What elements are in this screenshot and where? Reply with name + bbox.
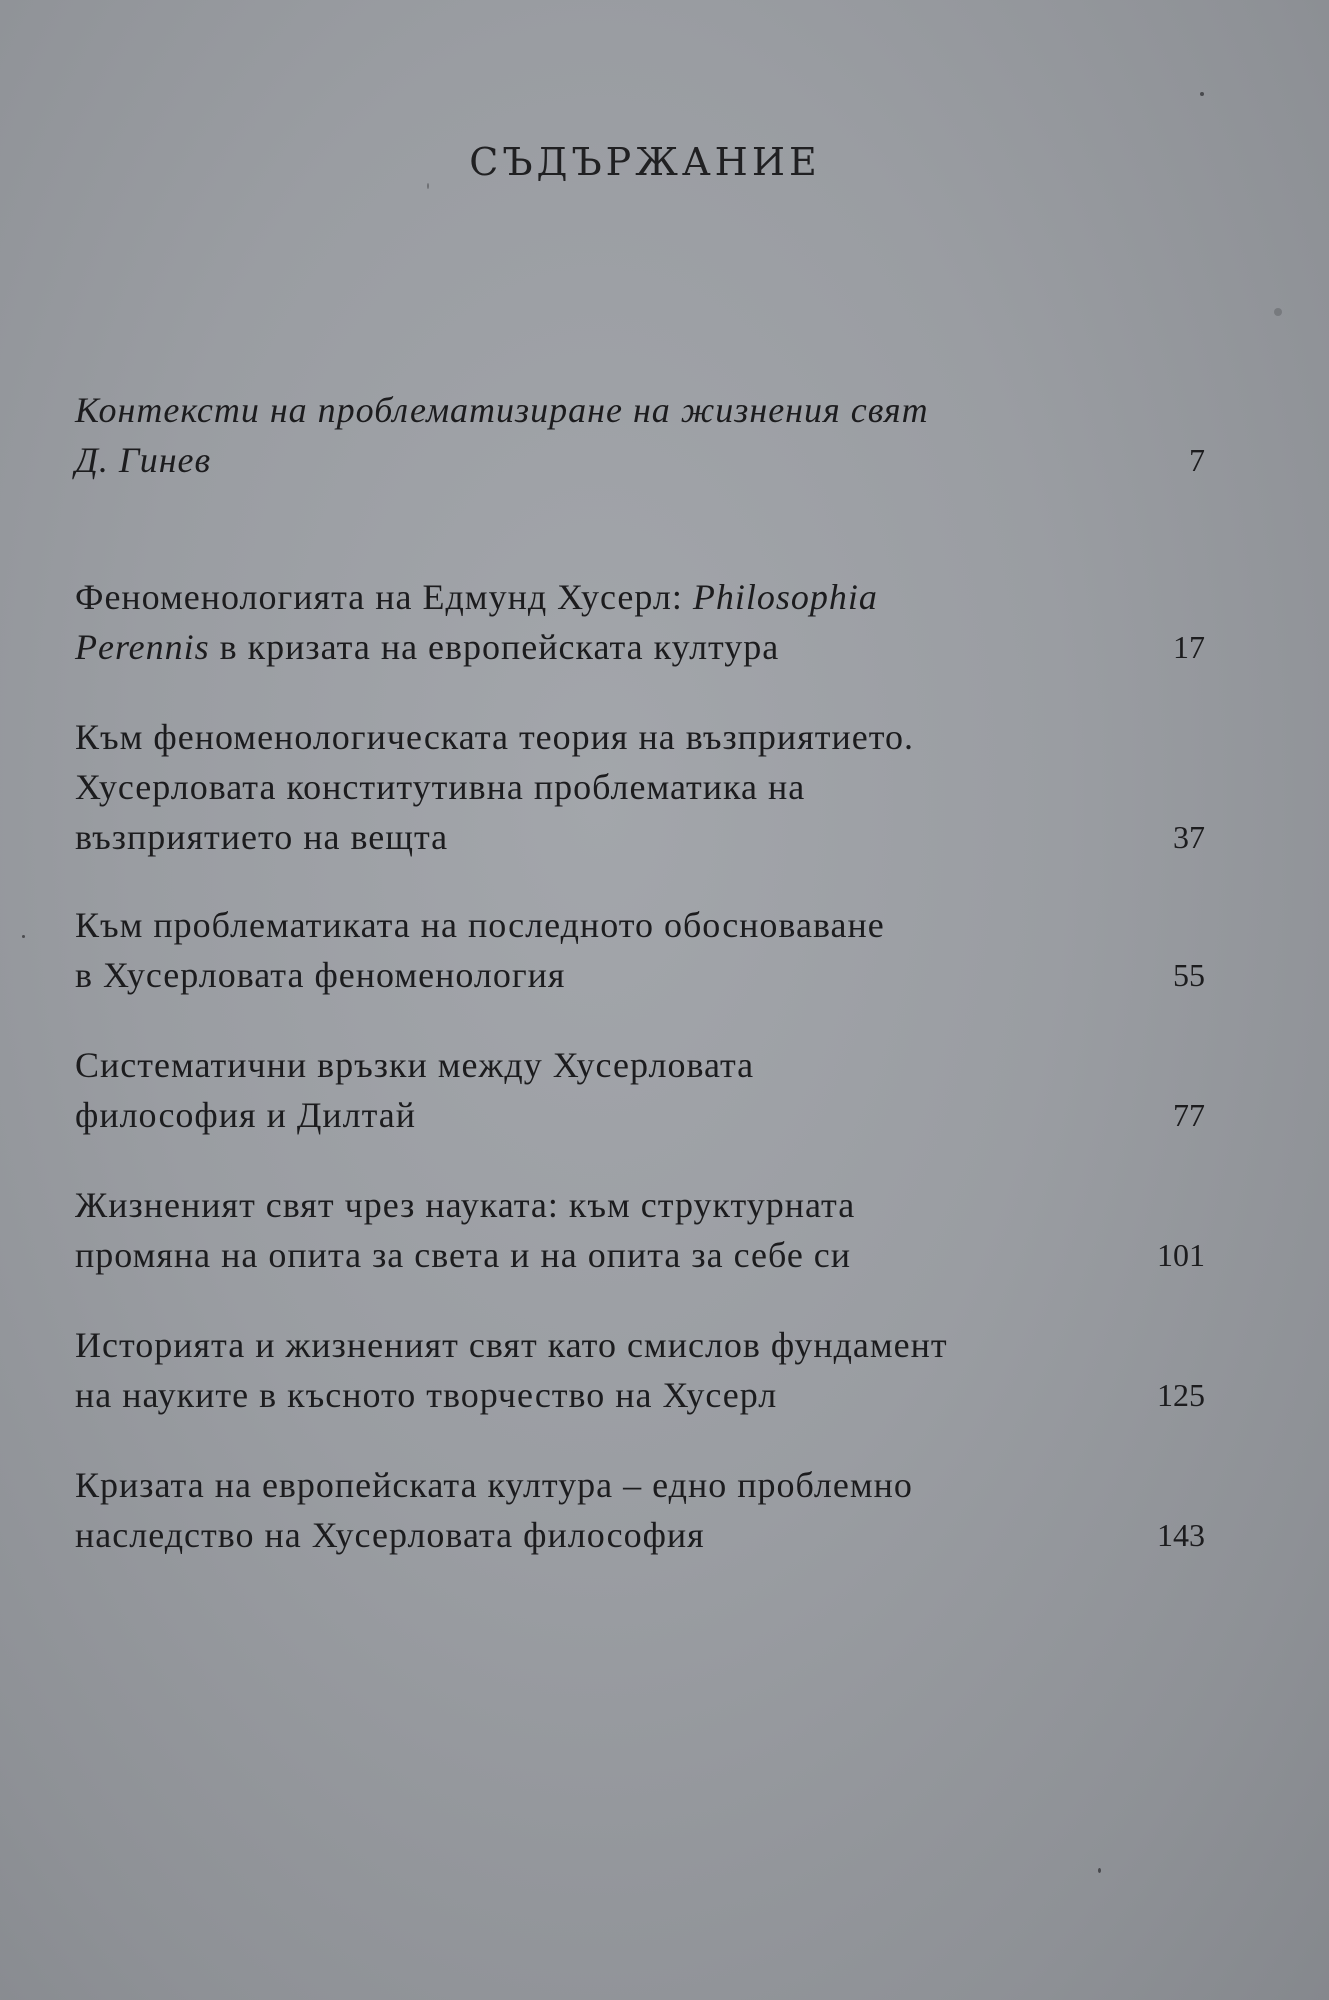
toc-entry[interactable]	[75, 900, 1205, 1000]
toc-entry-title-line: Историята и жизненият свят като смислов фундамент	[75, 1325, 948, 1365]
toc-entry-title-line: Хусерловата конститутивна проблематика на	[75, 767, 806, 807]
paper-speck	[1274, 308, 1282, 316]
title-text: в кризата на европейската култура	[209, 627, 780, 667]
toc-entry-title-line: промяна на опита за света и на опита за себе си	[75, 1235, 852, 1275]
title-italic-text: Perennis	[75, 627, 210, 667]
toc-entry-title-line	[75, 572, 1205, 622]
toc-entry-title-line: философия и Дилтай	[75, 1095, 417, 1135]
paper-speck	[1200, 92, 1204, 96]
toc-entry[interactable]	[75, 385, 1205, 485]
toc-page-number: 77	[1173, 1097, 1205, 1133]
toc-page-number: 143	[1157, 1517, 1205, 1553]
toc-entry-title-line: Кризата на европейската култура – едно проблемно	[75, 1465, 913, 1505]
toc-page-number: 125	[1157, 1377, 1205, 1413]
toc-page-number: 17	[1173, 629, 1205, 665]
toc-entry-title-line: Към феноменологическата теория на възприятието.	[75, 717, 914, 757]
toc-entry-title-line: Жизненият свят чрез науката: към структурната	[75, 1185, 856, 1225]
toc-entry-title-line: Систематични връзки между Хусерловата	[75, 1045, 755, 1085]
toc-entry-title-line	[75, 622, 1205, 672]
toc-page-number: 55	[1173, 957, 1205, 993]
toc-entry[interactable]	[75, 1040, 1205, 1140]
toc-entry[interactable]	[75, 1460, 1205, 1560]
toc-page-number: 7	[1189, 442, 1205, 478]
toc-page-number: 101	[1157, 1237, 1205, 1273]
toc-entry-title-line: наследство на Хусерловата философия	[75, 1515, 705, 1555]
toc-entry-title-line: Към проблематиката на последното обосноваване	[75, 905, 885, 945]
toc-entry[interactable]	[75, 572, 1205, 672]
toc-page-number: 37	[1173, 819, 1205, 855]
title-text: Феноменологията на Едмунд Хусерл:	[75, 577, 693, 617]
paper-speck	[427, 183, 429, 189]
toc-entry[interactable]	[75, 712, 1205, 862]
title-italic-text: Philosophia	[692, 577, 878, 617]
toc-entry-title-line: Контексти на проблематизиране на жизнения свят	[75, 390, 929, 430]
toc-entry-title-line: в Хусерловата феноменология	[75, 955, 566, 995]
page-title: СЪДЪРЖАНИЕ	[469, 140, 821, 184]
toc-entry[interactable]	[75, 1320, 1205, 1420]
toc-entry-title-line: възприятието на вещта	[75, 817, 449, 857]
toc-entry-author-line: Д. Гинев	[75, 440, 212, 480]
paper-speck	[22, 935, 25, 938]
toc-entry-title-line: на науките в късното творчество на Хусерл	[75, 1375, 778, 1415]
paper-speck	[1098, 1868, 1101, 1873]
toc-entry[interactable]	[75, 1180, 1205, 1280]
